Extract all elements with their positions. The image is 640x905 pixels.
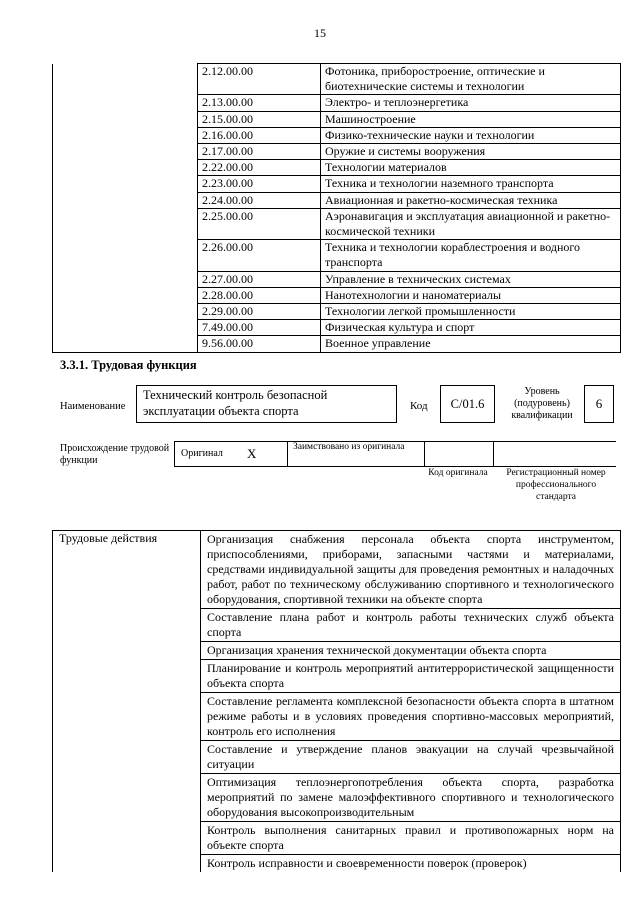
specialty-code: 2.28.00.00 [198, 287, 321, 303]
specialty-name: Техника и технологии наземного транспорта [321, 176, 621, 192]
level-box [584, 385, 614, 423]
specialty-name: Аэронавигация и эксплуатация авиационной и ракетно-космической техники [321, 208, 621, 239]
specialty-code: 2.27.00.00 [198, 271, 321, 287]
specialty-name: Управление в технических системах [321, 271, 621, 287]
specialty-row [53, 64, 621, 95]
origin-label: Происхождение трудовой функции [60, 443, 170, 466]
specialty-name: Физическая культура и спорт [321, 320, 621, 336]
original-mark: X [247, 446, 257, 461]
specialty-code: 2.25.00.00 [198, 208, 321, 239]
specialty-code: 2.12.00.00 [198, 64, 321, 95]
code-original-caption: Код оригинала [428, 468, 488, 478]
specialty-name: Машиностроение [321, 111, 621, 127]
level-label: Уровень (подуровень) квалификации [511, 386, 573, 421]
labor-action-item: Оптимизация теплоэнергопотребления объекта спорта, разработка мероприятий по замене малоэффективного спортивного и технологического оборудования высокопроизводительным [201, 774, 621, 822]
specialty-code: 2.24.00.00 [198, 192, 321, 208]
section-title: 3.3.1. Трудовая функция [60, 358, 197, 372]
specialty-name: Оружие и системы вооружения [321, 144, 621, 160]
labor-action-item: Организация хранения технической документации объекта спорта [201, 642, 621, 660]
function-name-box [136, 385, 397, 423]
labor-action-item: Планирование и контроль мероприятий антитеррористической защищенности объекта спорта [201, 660, 621, 693]
labor-actions-label: Трудовые действия [53, 531, 201, 873]
specialty-name: Фотоника, приборостроение, оптические и биотехнические системы и технологии [321, 64, 621, 95]
specialty-code: 2.26.00.00 [198, 240, 321, 271]
original-label: Оригинал [181, 448, 223, 459]
borrowed-label: Заимствовано из оригинала [293, 442, 405, 452]
specialty-name: Техника и технологии кораблестроения и водного транспорта [321, 240, 621, 271]
labor-action-item: Составление регламента комплексной безопасности объекта спорта в штатном режиме работы и в условиях проведения спортивно-массовых мероприятий, контроль его исполнения [201, 693, 621, 741]
function-code-box [440, 385, 495, 423]
specialty-code: 7.49.00.00 [198, 320, 321, 336]
labor-action-row [53, 531, 621, 609]
labor-action-item: Контроль исправности и своевременности поверок (проверок) [201, 855, 621, 873]
specialty-name: Технологии материалов [321, 160, 621, 176]
specialty-code: 2.15.00.00 [198, 111, 321, 127]
level-value: 6 [595, 396, 603, 411]
specialty-name: Физико-технические науки и технологии [321, 127, 621, 143]
specialty-name: Электро- и теплоэнергетика [321, 95, 621, 111]
function-name-value: Технический контроль безопасной эксплуатации объекта спорта [143, 388, 328, 418]
specialty-code: 2.16.00.00 [198, 127, 321, 143]
specialties-body [53, 64, 621, 353]
specialties-blank-cell [53, 64, 198, 353]
specialty-name: Технологии легкой промышленности [321, 304, 621, 320]
reg-number-cell [492, 442, 616, 466]
origin-row [174, 441, 616, 467]
specialty-code: 2.23.00.00 [198, 176, 321, 192]
labor-action-item: Организация снабжения персонала объекта спорта инструментом, приспособлениями, приборами, запасными частями и материалами, средствами индивидуальной защиты для проведения ремонтных и наладочных работ, работ по техническому обслуживанию спортивного и технологического оборудования, спортивной техники на объекте спорта [201, 531, 621, 609]
specialty-code: 2.13.00.00 [198, 95, 321, 111]
specialty-code: 9.56.00.00 [198, 336, 321, 352]
name-label: Наименование [60, 401, 126, 412]
labor-actions-table [52, 530, 621, 872]
specialty-name: Авиационная и ракетно-космическая техника [321, 192, 621, 208]
reg-number-caption: Регистрационный номер профессионального стандарта [506, 468, 606, 502]
specialty-code: 2.29.00.00 [198, 304, 321, 320]
specialty-name: Военное управление [321, 336, 621, 352]
original-cell [175, 442, 288, 466]
labor-action-item: Составление плана работ и контроль работы технических служб объекта спорта [201, 609, 621, 642]
specialties-table [52, 63, 621, 353]
original-code-cell [424, 442, 494, 466]
labor-action-item: Составление и утверждение планов эвакуации на случай чрезвычайной ситуации [201, 741, 621, 774]
page-number: 15 [314, 26, 326, 40]
specialty-name: Нанотехнологии и наноматериалы [321, 287, 621, 303]
labor-action-item: Контроль выполнения санитарных правил и противопожарных норм на объекте спорта [201, 822, 621, 855]
specialty-code: 2.22.00.00 [198, 160, 321, 176]
labor-actions-body [53, 531, 621, 873]
function-code-value: C/01.6 [450, 397, 485, 411]
specialty-code: 2.17.00.00 [198, 144, 321, 160]
code-label: Код [410, 400, 428, 412]
